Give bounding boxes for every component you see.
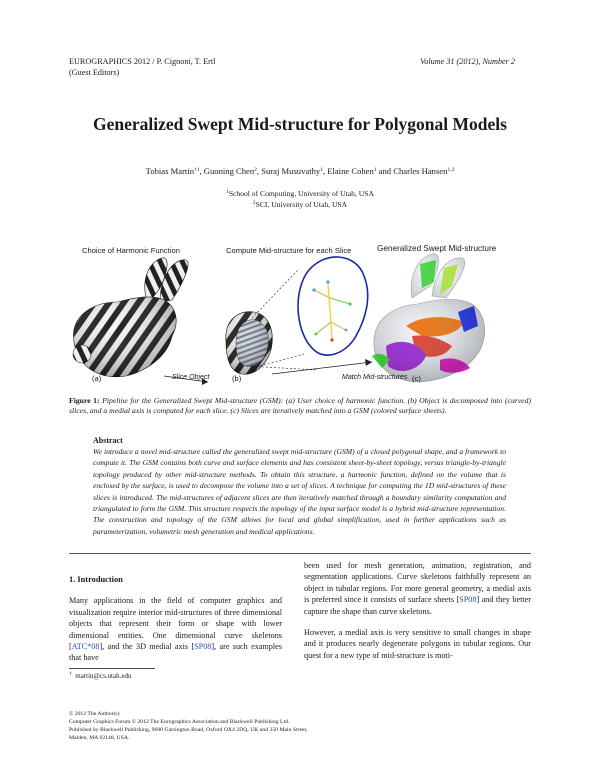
abstract-divider: [69, 553, 531, 554]
abstract: [93, 436, 506, 537]
abstract-text: We introduce a novel mid-structure called the generalized swept mid-structure (GSM) of a closed polygonal shape, and a framework to compute it. The GSM contains both curve and surface elements and has consistent sheet-by-sheet topology, versus triangle-by-triangle topology produced by other mid-structure methods. To obtain this structure, a harmonic function, defined on the volume that is enclosed by the surface, is used to decompose the volume into a set of slices. A technique for computing the 1D mid-structures of these slices is introduced. The mid-structures of adjacent slices are then iteratively matched through a boundary similarity computation and triangulated to form the GSM. This structure respects the topology of the input surface model is a hybrid mid-structure representation. The construction and topology of the GSM allows for local and global simplification, used in further applications such as parameterization, volumetric mesh generation and medical applications.: [93, 447, 506, 536]
citation-link[interactable]: ATC*08: [71, 642, 100, 652]
caption-label: Figure 1:: [69, 396, 100, 405]
author-affiliation-mark: 1: [373, 167, 377, 173]
footnote-rule: [69, 668, 155, 669]
author-affiliation-mark: 2: [254, 167, 257, 173]
author-name: Elaine Cohen: [327, 166, 374, 176]
intro-paragraph-1-continued: been used for mesh generation, animation, registration, and segmentation applications. Curve skeletons faithfully represent an object in tubular regions. For more general geometry, a medial axis is preferred since it consists of surface sheets [SP08] and they better capture the shape than curve skeletons.: [304, 561, 531, 616]
panel-b-label: (b): [232, 374, 242, 383]
author-name: Charles Hansen: [393, 166, 448, 176]
paper-title: Generalized Swept Mid-structure for Polygonal Models: [93, 114, 507, 134]
panel-b-title: Compute Mid-structure for each Slice: [226, 246, 352, 255]
panel-c-label: (c): [412, 374, 421, 383]
author-name: Guoning Chen: [203, 166, 255, 176]
author-name: Tobias Martin: [145, 166, 194, 176]
intro-paragraph-2: However, a medial axis is very sensitive to small changes in shape and it produces nearly degenerate polygons in tubular regions. Our quest for a new type of mid-structure is moti-: [304, 628, 531, 660]
arrow-slice-object: Slice Object: [172, 374, 210, 381]
bunny-gsm-c: [372, 254, 485, 382]
panel-c-title: Generalized Swept Mid-structure: [377, 244, 497, 253]
volume-info: Volume 31 (2012), Number 2: [420, 57, 515, 66]
author-list: Tobias Martin$^{\dagger 1}$, Guoning Chen$^2$, Suraj Musuvathy$^1$, Elaine Cohen$^1$ and Charles Hansen$^{1,2}$: [145, 166, 455, 176]
author-name: Suraj Musuvathy: [261, 166, 321, 176]
arrow-match-mid-structures: Match Mid-structures: [342, 374, 408, 381]
figure-caption: [69, 396, 531, 416]
caption-text: Pipeline for the Generalized Swept Mid-structure (GSM): (a) User choice of harmonic function. (b) Object is decomposed into (curved) slices, and a medial axis is computed for each slice. (c) Slices are iteratively matched into a GSM (colored surface sheets).: [69, 396, 532, 416]
left-column: [69, 560, 282, 664]
author-affiliation-mark: †1: [194, 167, 200, 173]
section-heading-introduction: 1. Introduction: [69, 575, 123, 584]
pipeline-arrows: [164, 359, 372, 385]
intro-paragraph-1: Many applications in the field of computer graphics and visualization require interior mid-structures of three dimensional objects that represent their form or shape with lower dimensional entities. One dimensional curve skeletons [ATC*08], and the 3D medial axis [SP08], are such examples that have: [69, 596, 282, 663]
author-affiliation-mark: 1: [320, 167, 323, 173]
figure-graphic: [60, 242, 540, 390]
teaser-figure: [60, 242, 540, 390]
copyright-notice: [69, 710, 309, 742]
venue-line: EUROGRAPHICS 2012 / P. Cignoni, T. Ertl: [69, 57, 216, 66]
citation-link[interactable]: SP08: [459, 595, 477, 605]
right-column: [304, 560, 531, 661]
panel-a-title: Choice of Harmonic Function: [82, 246, 180, 255]
affiliations: [0, 189, 600, 210]
abstract-heading: Abstract: [93, 436, 123, 445]
copyright-line-1: © 2012 The Author(s): [69, 711, 120, 717]
editors-line: (Guest Editors): [69, 67, 120, 77]
running-header-left: [69, 57, 215, 78]
copyright-line-2: Computer Graphics Forum © 2012 The Eurographics Association and Blackwell Publishing Ltd. Published by Blackwell Publishing, 9600 Garsington Road, Oxford OX4 2DQ, UK and 350 Main Street, Malden, MA 02148, USA.: [69, 719, 308, 741]
affiliation-1: $^1$School of Computing, University of Utah, USA: [226, 189, 374, 198]
author-affiliation-mark: 1,2: [447, 167, 455, 173]
affiliation-2: $^2$SCI, University of Utah, USA: [252, 199, 348, 209]
citation-link[interactable]: SP08: [194, 642, 212, 652]
bunny-zebra-a: [73, 258, 188, 377]
footnote: † martin@cs.utah.edu: [69, 671, 132, 680]
slice-medial-axis: [298, 257, 368, 355]
panel-a-label: (a): [92, 374, 102, 383]
